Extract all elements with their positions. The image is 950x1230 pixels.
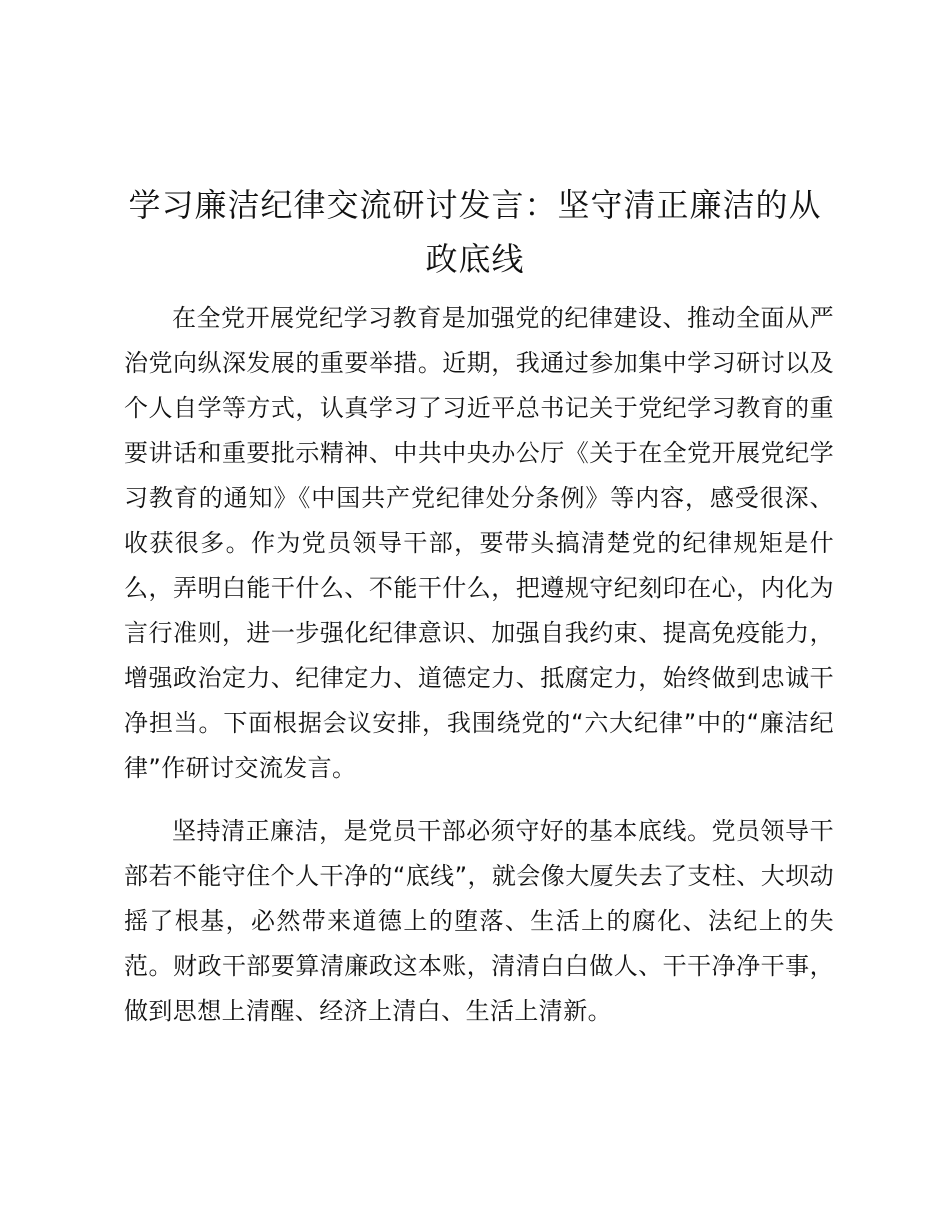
body-paragraph-1: 在全党开展党纪学习教育是加强党的纪律建设、推动全面从严治党向纵深发展的重要举措。近期，我通过参加集中学习研讨以及个人自学等方式，认真学习了习近平总书记关于党纪学习教育的重要讲话和重要批示精神、中共中央办公厅《关于在全党开展党纪学习教育的通知》《中国共产党纪律处分条例》等内容，感受很深、收获很多。作为党员领导干部，要带头搞清楚党的纪律规矩是什么，弄明白能干什么、不能干什么，把遵规守纪刻印在心，内化为言行准则，进一步强化纪律意识、加强自我约束、提高免疫能力，增强政治定力、纪律定力、道德定力、抵腐定力，始终做到忠诚干净担当。下面根据会议安排，我围绕党的“六大纪律”中的“廉洁纪律”作研讨交流发言。 (124, 304, 834, 782)
document-body (124, 296, 834, 1052)
document-title: 学习廉洁纪律交流研讨发言：坚守清正廉洁的从政底线 (128, 186, 822, 278)
body-paragraph-2: 坚持清正廉洁，是党员干部必须守好的基本底线。党员领导干部若不能守住个人干净的“底线”，就会像大厦失去了支柱、大坝动摇了根基，必然带来道德上的堕落、生活上的腐化、法纪上的失范。财政干部要算清廉政这本账，清清白白做人、干干净净干事，做到思想上清醒、经济上清白、生活上清新。 (124, 817, 834, 1025)
